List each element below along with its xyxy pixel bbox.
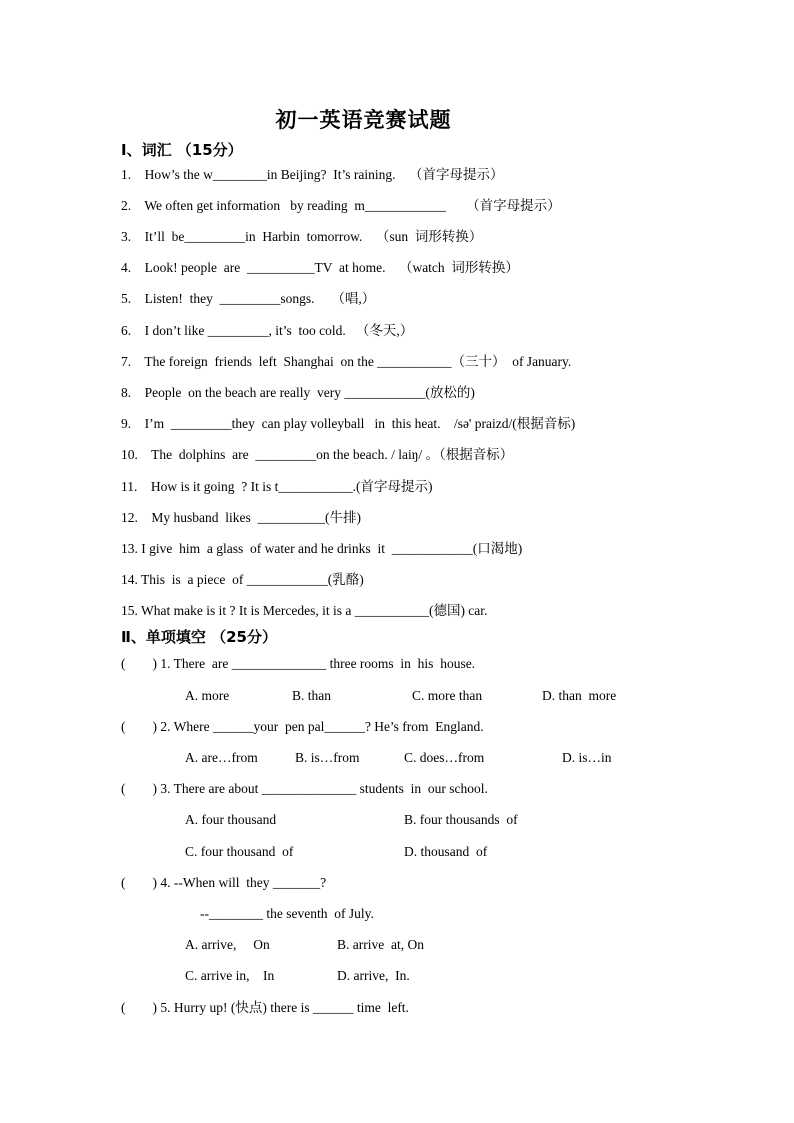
question-3-option-d: D. thousand of: [404, 844, 488, 859]
vocab-item-10: 10. The dolphins are _________on the beach. / laiŋ/ 。（根据音标）: [121, 447, 514, 462]
question-1-option-d: D. than more: [542, 688, 617, 703]
question-2-option-b: B. is…from: [295, 750, 360, 765]
question-5-stem: ( ) 5. Hurry up! (快点) there is ______ time left.: [121, 1000, 409, 1015]
question-3-option-c: C. four thousand of: [185, 844, 294, 859]
question-4-option-b: B. arrive at, On: [337, 937, 424, 952]
section-heading-vocabulary: Ⅰ、词汇 （15分）: [121, 141, 243, 159]
question-3-option-b: B. four thousands of: [404, 812, 518, 827]
question-1-option-a: A. more: [185, 688, 230, 703]
question-1-option-c: C. more than: [412, 688, 483, 703]
vocab-item-1: 1. How’s the w________in Beijing? It’s raining. （首字母提示）: [121, 167, 504, 182]
vocab-item-3: 3. It’ll be_________in Harbin tomorrow. （sun 词形转换）: [121, 229, 483, 244]
vocab-item-4: 4. Look! people are __________TV at home. （watch 词形转换）: [121, 260, 519, 275]
vocab-item-6: 6. I don’t like _________, it’s too cold. （冬天,）: [121, 323, 414, 338]
question-4-answer-line: --________ the seventh of July.: [200, 906, 374, 921]
question-4-option-c: C. arrive in, In: [185, 968, 275, 983]
vocab-item-12: 12. My husband likes __________(牛排): [121, 510, 361, 525]
vocab-item-13: 13. I give him a glass of water and he drinks it ____________(口渴地): [121, 541, 523, 556]
question-4-option-a: A. arrive, On: [185, 937, 270, 952]
question-2-option-a: A. are…from: [185, 750, 258, 765]
question-3-option-a: A. four thousand: [185, 812, 277, 827]
question-4-option-d: D. arrive, In.: [337, 968, 410, 983]
vocab-item-15: 15. What make is it ? It is Mercedes, it is a ___________(德国) car.: [121, 603, 488, 618]
vocab-item-8: 8. People on the beach are really very ____________(放松的): [121, 385, 475, 400]
vocab-item-2: 2. We often get information by reading m____________ （首字母提示）: [121, 198, 561, 213]
question-3-stem: ( ) 3. There are about ______________ students in our school.: [121, 781, 488, 796]
vocab-item-11: 11. How is it going ? It is t___________.(首字母提示): [121, 479, 433, 494]
vocab-item-5: 5. Listen! they _________songs. （唱,）: [121, 291, 376, 306]
question-4-stem: ( ) 4. --When will they _______?: [121, 875, 327, 890]
question-2-stem: ( ) 2. Where ______your pen pal______? He’s from England.: [121, 719, 484, 734]
page-title: 初一英语竞赛试题: [275, 108, 452, 132]
question-2-option-d: D. is…in: [562, 750, 612, 765]
vocab-item-9: 9. I’m _________they can play volleyball in this heat. /sə' praizd/(根据音标): [121, 416, 576, 431]
question-1-stem: ( ) 1. There are ______________ three rooms in his house.: [121, 656, 476, 671]
vocab-item-7: 7. The foreign friends left Shanghai on the ___________（三十） of January.: [121, 354, 572, 369]
question-1-option-b: B. than: [292, 688, 331, 703]
vocab-item-14: 14. This is a piece of ____________(乳酪): [121, 572, 364, 587]
section-heading-multiple-choice: Ⅱ、单项填空 （25分）: [121, 628, 277, 646]
question-2-option-c: C. does…from: [404, 750, 485, 765]
